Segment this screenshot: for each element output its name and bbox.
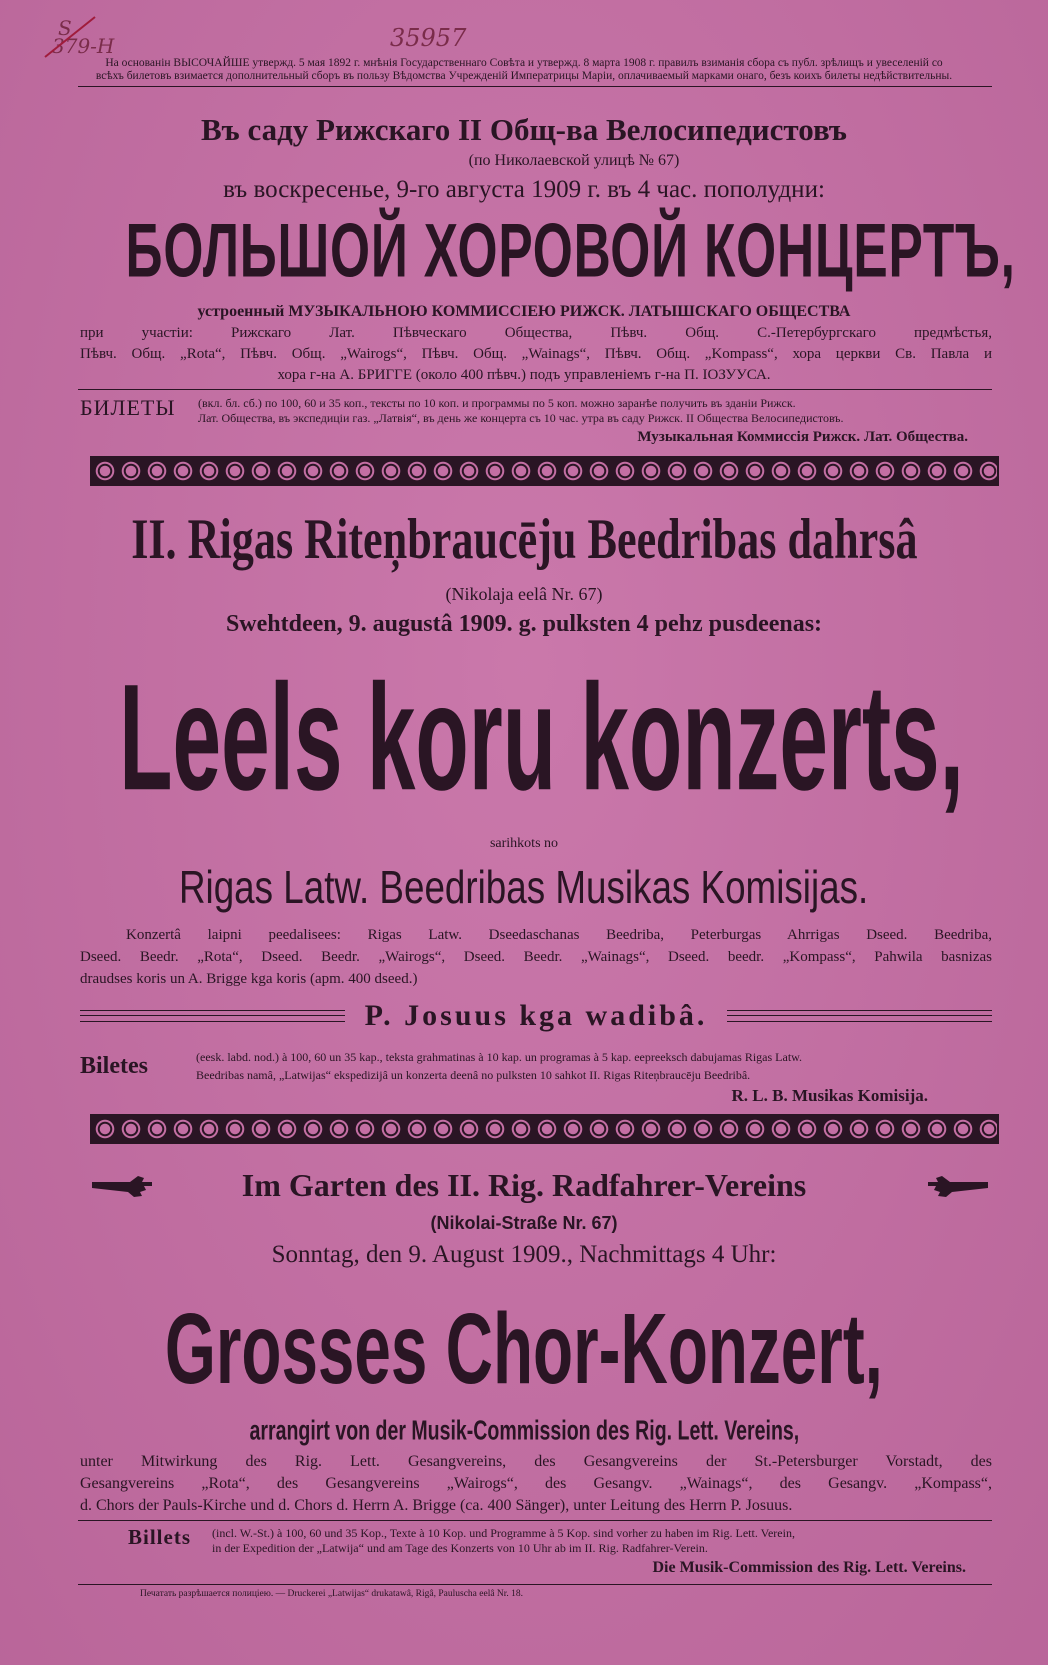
de-signature: Die Musik-Commission des Rig. Lett. Vereins. bbox=[652, 1559, 966, 1576]
archive-mark-1: S bbox=[58, 16, 72, 40]
ru-tickets-1: (вкл. бл. сб.) по 100, 60 и 35 коп., тексты по 10 коп. и программы по 5 коп. можно заранѣе получить въ зданіи Рижск. bbox=[198, 396, 796, 410]
archive-mark-2: 379-H bbox=[52, 34, 115, 58]
archive-number: 35957 bbox=[390, 24, 467, 52]
pencil-strike-icon bbox=[40, 12, 100, 62]
lv-tickets-label: Biletes bbox=[80, 1053, 148, 1079]
lv-organizer-small: sarihkots no bbox=[489, 836, 559, 851]
de-title-wrap bbox=[0, 1294, 1048, 1404]
ru-participants-1: при участіи: Рижскаго Лат. Пѣвческаго Общества, Пѣвч. Общ. С.-Петербургскаго предмѣстья, bbox=[80, 325, 992, 341]
de-divider bbox=[78, 1520, 992, 1521]
lv-signature: R. L. B. Musikas Komisija. bbox=[731, 1086, 928, 1105]
lv-tickets-2: Beedribas namâ, „Latwijas“ ekspedizijâ un konzerta deenâ no pulksten 10 sahkot II. Rigas Riteņbraucēju Beedribâ. bbox=[196, 1068, 751, 1082]
lv-participants-1: Konzertâ laipni peedalisees: Rigas Latw. Dseedaschanas Beedriba, Peterburgas Ahrrigas Dseed. Beedriba, bbox=[126, 927, 992, 943]
de-tickets-1: (incl. W.-St.) à 100, 60 und 35 Kop., Texte à 10 Kop. und Programme à 5 Kop. sind vorher zu haben im Rig. Lett. Verein, bbox=[212, 1526, 795, 1540]
ru-organizer: устроенный МУЗЫКАЛЬНОЮ КОММИССІЕЮ РИЖСК. ЛАТЫШСКАГО ОБЩЕСТВА bbox=[197, 303, 851, 320]
lv-date: Swehtdeen, 9. augustâ 1909. g. pulksten 4 pehz pusdeenas: bbox=[225, 611, 823, 637]
lv-director-row bbox=[80, 996, 992, 1036]
lv-participants-2: Dseed. Beedr. „Rota“, Dseed. Beedr. „Wairogs“, Dseed. Beedr. „Wainags“, Dseed. beedr. „Kompass“, Pahwila basnizas bbox=[80, 949, 992, 965]
de-tickets-2: in der Expedition der „Latwija“ und am Tage des Konzerts von 10 Uhr ab im II. Rig. Radfahrer-Verein. bbox=[212, 1541, 708, 1555]
ru-tickets-2: Лат. Общества, въ экспедиціи газ. „Латвія“, въ день же концерта съ 10 час. утра въ саду Рижск. II Общества Велосипедистовъ. bbox=[198, 411, 844, 425]
ru-participants-3: хора г-на А. БРИГГЕ (около 400 пѣвч.) подъ управленіемъ г-на П. ІОЗУУСА. bbox=[277, 367, 771, 383]
lv-participants-3: draudses koris un A. Brigge kga koris (apm. 400 dseed.) bbox=[80, 971, 418, 987]
de-participants-1: unter Mitwirkung des Rig. Lett. Gesangvereins, des Gesangvereins der St.-Petersburger Vorstadt, des bbox=[80, 1453, 992, 1470]
lv-venue: II. Rigas Riteņbraucēju Beedribas dahrsâ bbox=[130, 507, 918, 572]
de-participants-3: d. Chors der Pauls-Kirche und d. Chors d. Herrn A. Brigge (ca. 400 Sänger), unter Leitung des Herrn P. Josuus. bbox=[80, 1497, 793, 1514]
printer-footer: Печатать разрѣшается полиціею. — Druckerei „Latwijas“ drukatawâ, Rigâ, Pauluscha eelâ Nr. 18. bbox=[140, 1589, 524, 1599]
ru-divider bbox=[78, 389, 992, 390]
ru-address: (по Николаевской улицѣ № 67) bbox=[468, 152, 680, 169]
lv-organizer: Rigas Latw. Beedribas Musikas Komisijas. bbox=[179, 862, 869, 914]
ru-tickets-label: БИЛЕТЫ bbox=[80, 395, 176, 420]
lv-director: P. Josuus kga wadibâ. bbox=[364, 999, 708, 1032]
ru-venue: Въ саду Рижскаго II Общ-ва Велосипедистовъ bbox=[200, 112, 848, 147]
ru-title-wrap bbox=[0, 207, 1048, 293]
lv-title: Leels koru konzerts, bbox=[119, 652, 964, 822]
lv-address: (Nikolaja eelâ Nr. 67) bbox=[445, 584, 603, 604]
ru-signature: Музыкальная Коммиссія Рижск. Лат. Общества. bbox=[637, 429, 968, 445]
header-notice-line-1: На основанін ВЫСОЧАЙШЕ утвержд. 5 мая 1892 г. мнѣнія Государственнаго Совѣта и утвержд. 8 марта 1908 г. правилъ взиманія сбора съ публ. зрѣлищъ и увеселеній со bbox=[105, 57, 943, 69]
ornament-band-2 bbox=[90, 1114, 999, 1144]
de-organizer-wrap bbox=[0, 1414, 1048, 1446]
de-date: Sonntag, den 9. August 1909., Nachmittags 4 Uhr: bbox=[271, 1241, 777, 1268]
header-divider bbox=[78, 86, 992, 87]
footer-divider bbox=[78, 1584, 992, 1585]
lv-venue-wrap bbox=[0, 508, 1048, 572]
de-organizer: arrangirt von der Musik-Commission des Rig. Lett. Vereins, bbox=[249, 1414, 799, 1446]
de-title: Grosses Chor-Konzert, bbox=[164, 1292, 884, 1404]
lv-title-wrap bbox=[0, 652, 1048, 822]
de-venue: Im Garten des II. Rig. Radfahrer-Vereins bbox=[241, 1167, 807, 1203]
de-address: (Nikolai-Straße Nr. 67) bbox=[430, 1213, 618, 1233]
ornament-band-1 bbox=[90, 456, 999, 486]
header-notice-line-2: всѣхъ билетовъ взимается дополнительный сборъ въ пользу Вѣдомства Учрежденій Императрицы Маріи, оплачиваемый марками онаго, безъ коихъ билеты недѣйствительны. bbox=[95, 70, 953, 82]
ru-title: БОЛЬШОЙ ХОРОВОЙ КОНЦЕРТЪ, bbox=[125, 207, 1016, 293]
lv-tickets-1: (eesk. labd. nod.) à 100, 60 un 35 kap., teksta grahmatinas à 10 kap. un programas à 5 kap. eepreeksch dabujamas Rigas Latw. bbox=[196, 1050, 803, 1064]
lv-director-rule-left bbox=[80, 1010, 345, 1022]
de-participants-2: Gesangvereins „Rota“, des Gesangvereins „Wairogs“, des Gesangv. „Wainags“, des Gesangv. „Kompass“, bbox=[80, 1475, 992, 1492]
de-tickets-label: Billets bbox=[128, 1525, 191, 1549]
ru-date: въ воскресенье, 9-го августа 1909 г. въ 4 час. пополудни: bbox=[223, 176, 825, 203]
lv-organizer-wrap bbox=[0, 860, 1048, 916]
ru-participants-2: Пѣвч. Общ. „Rota“, Пѣвч. Общ. „Wairogs“, Пѣвч. Общ. „Wainags“, Пѣвч. Общ. „Kompass“, хора церкви Св. Павла и bbox=[80, 346, 992, 362]
lv-director-rule-right bbox=[727, 1010, 992, 1022]
